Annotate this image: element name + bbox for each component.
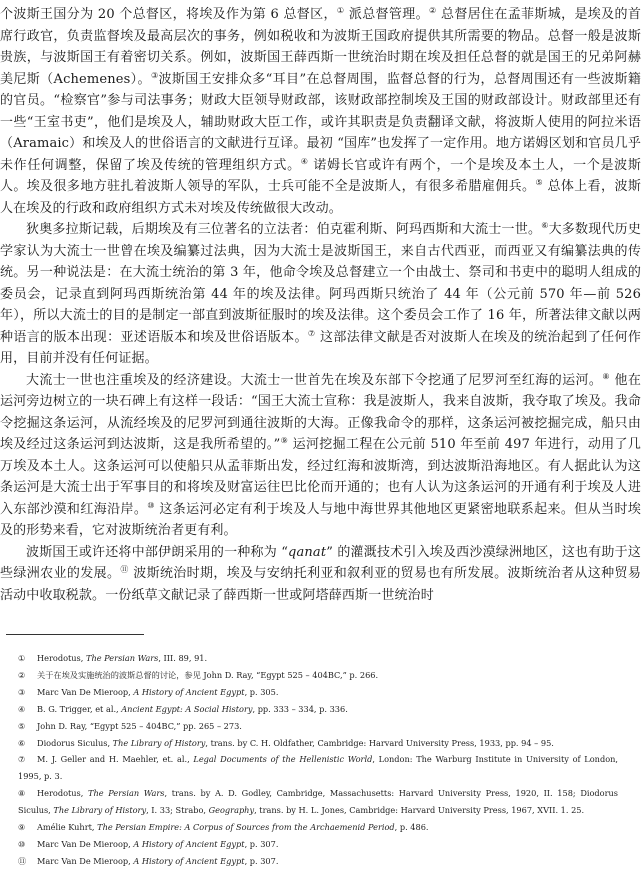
footnote-number: ⑧ [18,788,26,799]
citation-title: The Persian Wars [85,653,159,663]
citation-title: Geography [208,805,255,816]
footnote-item [18,701,618,718]
footnote-item [18,819,618,836]
text-run: 派总督管理。 [344,7,429,22]
footnote-item [18,667,618,684]
footnote-number: ① [18,653,26,663]
citation-text: B. G. Trigger, et al., [37,703,122,714]
footnote-item [18,853,618,870]
citation-text: Diodorus Siculus, [37,737,113,748]
citation-text: M. J. Geller and H. Maehler, et. al., [37,754,194,765]
footnote-number: ③ [18,686,26,697]
footnote-number: ④ [18,703,26,714]
footnote-marker[interactable]: ⑨ [280,436,289,445]
footnote-marker[interactable]: ⑥ [541,221,549,230]
citation-text: 关于在埃及实施统治的波斯总督的讨论，参见 John D. Ray, “Egypt 525 – 404BC,” p. 266. [37,669,379,680]
text-run: 总体上看，波斯人在埃及的行政和政府组织方式未对埃及传统做很大改动。 [0,179,641,216]
citation-text: , trans. by H. L. Jones, Cambridge: Harvard University Press, 1967, XVII. 1. 25. [254,805,585,816]
body-paragraph [0,4,641,219]
footnote-number: ⑨ [18,822,26,833]
body-paragraph [0,542,641,607]
text-run: 他在运河旁边树立的一块石碑上有这样一段话：“国王大流士宣称：我是波斯人，我来自波斯，我夺取了埃及。我命令挖掘这条运河，从流经埃及的尼罗河到通往波斯的大海。正像我命令的那样，这条运河被挖掘完成，船只由埃及经过这条运河到达波斯，这是我所希望的。” [0,372,641,452]
text-run: 大多数现代历史学家认为大流士一世曾在埃及编纂过法典，因为大流士是波斯国王，来自古代西亚，而西亚又有编纂法典的传统。另一种说法是：在大流士统治的第 3 年，他命令埃及总督建立一个由战士、祭司和书吏中的聪明人组成的委员会，记录直到阿玛西斯统治第 44 年的埃及法律。阿玛西斯只统治了 44 年（公元前 570 年—前 526 年），所以大流士的目的是制定一部直到波斯征服时的埃及法律。这个委员会工作了 16 年，所著法律文献以两种语言的版本出现：亚述语版本和埃及世俗语版本。 [0,222,641,345]
text-run: 波斯国王或许还将中部伊朗采用的一种称为 “ [26,544,289,560]
text-run: 诺姆长官或许有两个，一个是埃及本土人，一个是波斯人。埃及很多地方驻扎着波斯人领导的军队，士兵可能不全是波斯人，有很多希腊雇佣兵。 [0,157,641,194]
footnote-number: ⑦ [18,754,26,765]
citation-text: , trans. by C. H. Oldfather, Cambridge: Harvard University Press, 1933, pp. 94 – 95. [205,737,554,748]
citation-title: The Persian Empire: A Corpus of Sources from the Archaemenid Period [97,822,395,833]
citation-title: The Persian Wars [88,788,165,799]
citation-text: , pp. 333 – 334, p. 336. [252,703,348,714]
footnote-item [18,751,618,785]
citation-text: , trans. by A. D. Godley, Cambridge, Massachusetts: Harvard University Press, 1920, II. 158; Diodorus Siculus, [18,788,618,816]
citation-text: Marc Van De Mieroop, [37,855,134,866]
citation-text: , I. 33; Strabo, [146,805,209,816]
text-run: 大流士一世也注重埃及的经济建设。大流士一世首先在埃及东部下令挖通了尼罗河至红海的运河。 [26,372,603,388]
citation-title: Legal Documents of the Hellenistic World [193,754,373,765]
citation-text: , p. 305. [244,686,279,697]
italic-term: qanat [288,544,327,560]
citation-text: Herodotus, [37,653,86,663]
citation-text: , p. 486. [394,822,429,833]
footnote-number: ⑤ [18,720,26,731]
footnote-number: ⑪ [18,855,27,866]
citation-text: , p. 307. [244,855,279,866]
footnote-number: ⑥ [18,737,26,748]
citation-text: Marc Van De Mieroop, [37,838,134,849]
citation-text: John D. Ray, “Egypt 525 – 404BC,” pp. 265 – 273. [37,720,242,731]
citation-text: Marc Van De Mieroop, [37,686,134,697]
footnote-marker[interactable]: ⑪ [120,565,129,574]
citation-text: , London: The Warburg Institute in University of London, 1995, p. 3. [18,754,618,782]
citation-text: Herodotus, [37,788,89,799]
citation-title: Ancient Egypt: A Social History [121,703,253,714]
citation-text: , p. 307. [244,838,279,849]
footnote-item [18,718,618,735]
footnote-marker[interactable]: ② [428,6,437,15]
footnote-marker[interactable]: ⑦ [307,328,316,338]
citation-text: Amélie Kuhrt, [37,822,98,833]
text-run: 波斯国王安排众多“耳目”在总督周围，监督总督的行为，总督周围还有一些波斯籍的官员。“检察官”参与司法事务；财政大臣领导财政部，该财政部控制埃及王国的财政部设计。财政部里还有一些“王室书吏”，他们是埃及人，辅助财政大臣工作，或许其职责是负责翻译文献，将波斯人使用的阿拉米语（Aramaic）和埃及人的世俗语言的文献进行互译。最初 “国库”也发挥了一定作用。地方诺姆区划和官员几乎未作任何调整，保留了埃及传统的管理组织方式。 [0,71,641,173]
footnote-marker[interactable]: ⑩ [147,500,155,510]
text-run: 这部法律文献是否对波斯人在埃及的统治起到了任何作用，目前并没有任何证据。 [0,329,641,366]
text-run: ” 的灌溉技术引入埃及西沙漠绿洲地区，这也有助于这些绿洲农业的发展。 [0,544,641,581]
text-run: 狄奥多拉斯记载，后期埃及有三位著名的立法者：伯克霍利斯、阿玛西斯和大流士一世。 [26,222,542,237]
footnote-item [18,735,618,752]
footnote-marker[interactable]: ① [336,6,345,15]
citation-text: , III. 89, 91. [158,653,208,663]
citation-title: A History of Ancient Egypt [133,838,245,849]
citation-title: A History of Ancient Egypt [133,686,245,697]
main-text [0,4,641,606]
footnote-item [18,785,618,819]
citation-title: The Library of History [112,737,206,748]
text-run: 波斯统治时期，埃及与安纳托利亚和叙利亚的贸易也有所发展。波斯统治者从这种贸易活动中收取税款。一份纸草文献记录了薛西斯一世或阿塔薛西斯一世统治时 [0,566,641,603]
footnote-number: ⑩ [18,838,26,849]
footnote-item [18,836,618,853]
body-paragraph [0,370,641,542]
text-run: 个波斯王国分为 20 个总督区，将埃及作为第 6 总督区， [0,7,337,22]
citation-title: A History of Ancient Egypt [133,855,245,866]
footnote-item [18,650,618,667]
footnote-item [18,684,618,701]
footnote-divider [6,634,144,635]
footnote-marker[interactable]: ③ [150,70,159,80]
footnote-list [18,650,618,870]
citation-title: The Library of History [53,805,147,816]
text-run: 运河挖掘工程在公元前 510 年至前 497 年进行，动用了几万埃及本土人。这条运河可以使船只从孟菲斯出发，经过红海和波斯湾，到达波斯沿海地区。有人据此认为这条运河是大流士出于军事目的和将埃及财富运往巴比伦而开通的；也有人认为这条运河的开通有利于埃及人进入东部沙漠和红海沿岸。 [0,437,641,517]
footnote-number: ② [18,669,26,680]
text-run: 这条运河必定有利于埃及人与地中海世界其他地区更紧密地联系起来。但从当时埃及的形势来看，它对波斯统治者更有利。 [0,501,641,538]
footnote-marker[interactable]: ⑤ [535,178,543,187]
body-paragraph [0,219,641,370]
text-run: 总督居住在孟菲斯城，是埃及的首席行政官，负责监督埃及最高层次的事务，例如税收和为波斯王国政府提供其所需要的物品。总督一般是波斯贵族，与波斯国王有着密切关系。例如，波斯国王薛西斯一世统治时期在埃及担任总督的就是国王的兄弟阿赫美尼斯（Achemenes）。 [0,7,641,87]
footnote-marker[interactable]: ⑧ [602,371,610,381]
footnote-marker[interactable]: ④ [300,156,309,166]
